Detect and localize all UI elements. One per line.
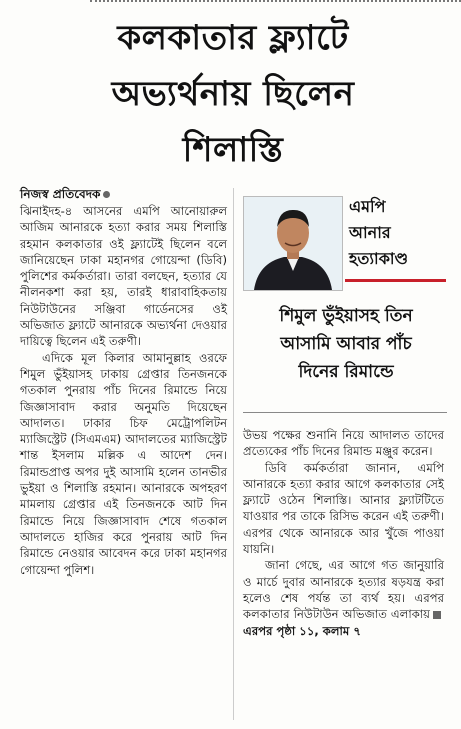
paragraph-3: উভয় পক্ষের শুনানি নিয়ে আদালত তাদের প্রত্যেকের পাঁচ দিনের রিমান্ড মঞ্জুর করেন। bbox=[243, 428, 444, 459]
headline-line-1: কলকাতার ফ্ল্যাটে bbox=[117, 18, 349, 58]
series-label bbox=[349, 194, 449, 272]
series-label-line-1: এমপি bbox=[349, 197, 386, 216]
subheadline-line-1: শিমুল ভুঁইয়াসহ তিন bbox=[279, 306, 413, 326]
continuation-note[interactable]: এরপর পৃষ্ঠা ১১, কলাম ৭ bbox=[243, 623, 361, 638]
subheadline-line-2: আসামি আবার পাঁচ bbox=[280, 334, 412, 354]
headline bbox=[18, 10, 448, 178]
bullet-icon bbox=[103, 191, 110, 198]
paragraph-5 bbox=[243, 557, 444, 638]
continuation-square-icon bbox=[433, 611, 441, 619]
paragraph-1: ঝিনাইদহ-৪ আসনের এমপি আনোয়ারুল আজিম আনারকে হত্যা করার সময় শিলাস্তি রহমান কলকাতার ওই ফ্ল্যাটেই ছিলেন বলে জানিয়েছেন ঢাকা মহানগর গোয়েন্দা (ডিবি) পুলিশের কর্মকর্তারা। তারা বলছেন, হত্যার যে নীলনকশা করা হয়, তারই ধারাবাহিকতায় নিউটাউনের সঞ্জিবা গার্ডেনসের ওই অভিজাত ফ্ল্যাটে আনারকে অভ্যর্থনা দেওয়ার দায়িত্বে ছিলেন এই তরুণী। bbox=[20, 204, 227, 349]
headline-line-3: শিলাস্তি bbox=[182, 130, 284, 170]
series-label-line-3: হত্যাকাণ্ড bbox=[349, 249, 409, 268]
byline bbox=[20, 186, 110, 202]
portrait-photo bbox=[243, 196, 343, 291]
paragraph-5-text: জানা গেছে, এর আগে গত জানুয়ারি ও মার্চে দুবার আনারকে হত্যার ষড়যন্ত্র করা হলেও শেষ পর্যন্ত তা ব্যর্থ হয়। এরপর কলকাতার নিউটাউন অভিজাত এলাকায় bbox=[243, 558, 444, 622]
accent-rule bbox=[345, 279, 446, 282]
top-edge-strip bbox=[0, 0, 461, 6]
series-label-line-2: আনার bbox=[349, 223, 391, 242]
column-divider bbox=[233, 188, 234, 720]
headline-line-2: অভ্যর্থনায় ছিলেন bbox=[111, 74, 355, 114]
paragraph-2: এদিকে মূল কিলার আমানুল্লাহ ওরফে শিমুল ভুঁইয়াসহ ঢাকায় গ্রেপ্তার তিনজনকে গতকাল পুনরায় পাঁচ দিনের রিমান্ডে নিয়ে জিজ্ঞাসাবাদ করার অনুমতি দিয়েছেন আদালত। ঢাকার চিফ মেট্রোপলিটন ম্যাজিস্ট্রেট (সিএমএম) আদালতের ম্যাজিস্ট্রেট শান্ত ইসলাম মল্লিক এ আদেশ দেন। রিমান্ডপ্রাপ্ত অপর দুই আসামি হলেন তানভীর ভুইয়া ও শিলাস্তি রহমান। আনারকে অপহরণ মামলায় গ্রেপ্তার এই তিনজনকে আট দিন রিমান্ডে নিয়ে জিজ্ঞাসাবাদ শেষে গতকাল আদালতে হাজির করে পুনরায় আট দিন রিমান্ডে নেওয়ার আবেদন করে ঢাকা মহানগর গোয়েন্দা পুলিশ। bbox=[20, 350, 227, 577]
article-column-1 bbox=[20, 203, 227, 578]
paragraph-4: ডিবি কর্মকর্তারা জানান, এমপি আনারকে হত্যা করার আগে কলকাতার সেই ফ্ল্যাটে ওঠেন শিলাস্তি। আনার ফ্ল্যাটটিতে যাওয়ার পর তাকে রিসিভ করেন এই তরুণী। এরপর থেকে আনারকে আর খুঁজে পাওয়া যায়নি। bbox=[243, 460, 444, 557]
subheadline-line-3: দিনের রিমান্ডে bbox=[298, 362, 394, 382]
subheadline bbox=[245, 302, 447, 386]
article-column-2 bbox=[243, 427, 444, 639]
byline-text: নিজস্ব প্রতিবেদক bbox=[20, 187, 101, 201]
section-rule bbox=[243, 412, 447, 413]
